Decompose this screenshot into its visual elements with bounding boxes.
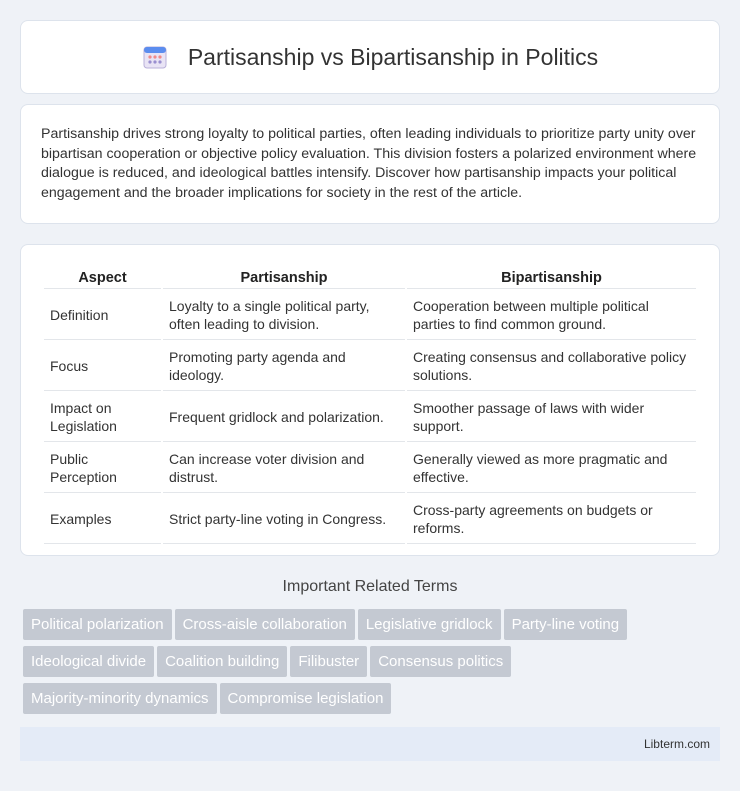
- row-partisanship: Can increase voter division and distrust.: [163, 444, 405, 493]
- row-aspect: Public Perception: [44, 444, 161, 493]
- related-term-tag[interactable]: Legislative gridlock: [358, 609, 501, 640]
- related-term-tag[interactable]: Political polarization: [23, 609, 172, 640]
- row-bipartisanship: Generally viewed as more pragmatic and effective.: [407, 444, 696, 493]
- related-term-tag[interactable]: Majority-minority dynamics: [23, 683, 217, 714]
- header-bipartisanship: Bipartisanship: [407, 267, 696, 289]
- related-term-tag[interactable]: Coalition building: [157, 646, 287, 677]
- row-bipartisanship: Smoother passage of laws with wider support.: [407, 393, 696, 442]
- related-term-tag[interactable]: Cross-aisle collaboration: [175, 609, 355, 640]
- related-terms-title: Important Related Terms: [282, 578, 458, 595]
- row-partisanship: Strict party-line voting in Congress.: [163, 495, 405, 544]
- row-aspect: Focus: [44, 342, 161, 391]
- row-bipartisanship: Cooperation between multiple political parties to find common ground.: [407, 291, 696, 340]
- related-terms-list: [23, 609, 723, 720]
- footer: [20, 727, 720, 761]
- header-card: [20, 20, 720, 94]
- table-row: [44, 291, 696, 340]
- table-row: [44, 495, 696, 544]
- intro-text: Partisanship drives strong loyalty to political parties, often leading individuals to prioritize party unity over bipartisan cooperation or objective policy evaluation. This division fosters a polarized environment where dialogue is reduced, and ideological battles intensify. Discover how partisanship impacts your political engagement and the broader implications for society in the rest of the article.: [41, 126, 697, 201]
- table-header-row: [44, 267, 696, 289]
- row-aspect: Definition: [44, 291, 161, 340]
- related-term-tag[interactable]: Filibuster: [290, 646, 367, 677]
- row-partisanship: Promoting party agenda and ideology.: [163, 342, 405, 391]
- row-bipartisanship: Creating consensus and collaborative policy solutions.: [407, 342, 696, 391]
- table-row: [44, 393, 696, 442]
- header-partisanship: Partisanship: [163, 267, 405, 289]
- row-bipartisanship: Cross-party agreements on budgets or reforms.: [407, 495, 696, 544]
- related-term-tag[interactable]: Party-line voting: [504, 609, 628, 640]
- row-partisanship: Loyalty to a single political party, often leading to division.: [163, 291, 405, 340]
- calendar-grid-icon: [142, 44, 168, 70]
- comparison-table-card: [20, 244, 720, 556]
- related-term-tag[interactable]: Compromise legislation: [220, 683, 392, 714]
- table-row: [44, 342, 696, 391]
- related-term-tag[interactable]: Ideological divide: [23, 646, 154, 677]
- page-title: Partisanship vs Bipartisanship in Politics: [187, 43, 599, 70]
- table-row: [44, 444, 696, 493]
- row-aspect: Examples: [44, 495, 161, 544]
- related-term-tag[interactable]: Consensus politics: [370, 646, 511, 677]
- comparison-table: [42, 265, 698, 546]
- row-partisanship: Frequent gridlock and polarization.: [163, 393, 405, 442]
- footer-site-link[interactable]: Libterm.com: [643, 737, 710, 751]
- intro-card: [20, 104, 720, 224]
- row-aspect: Impact on Legislation: [44, 393, 161, 442]
- header-aspect: Aspect: [44, 267, 161, 289]
